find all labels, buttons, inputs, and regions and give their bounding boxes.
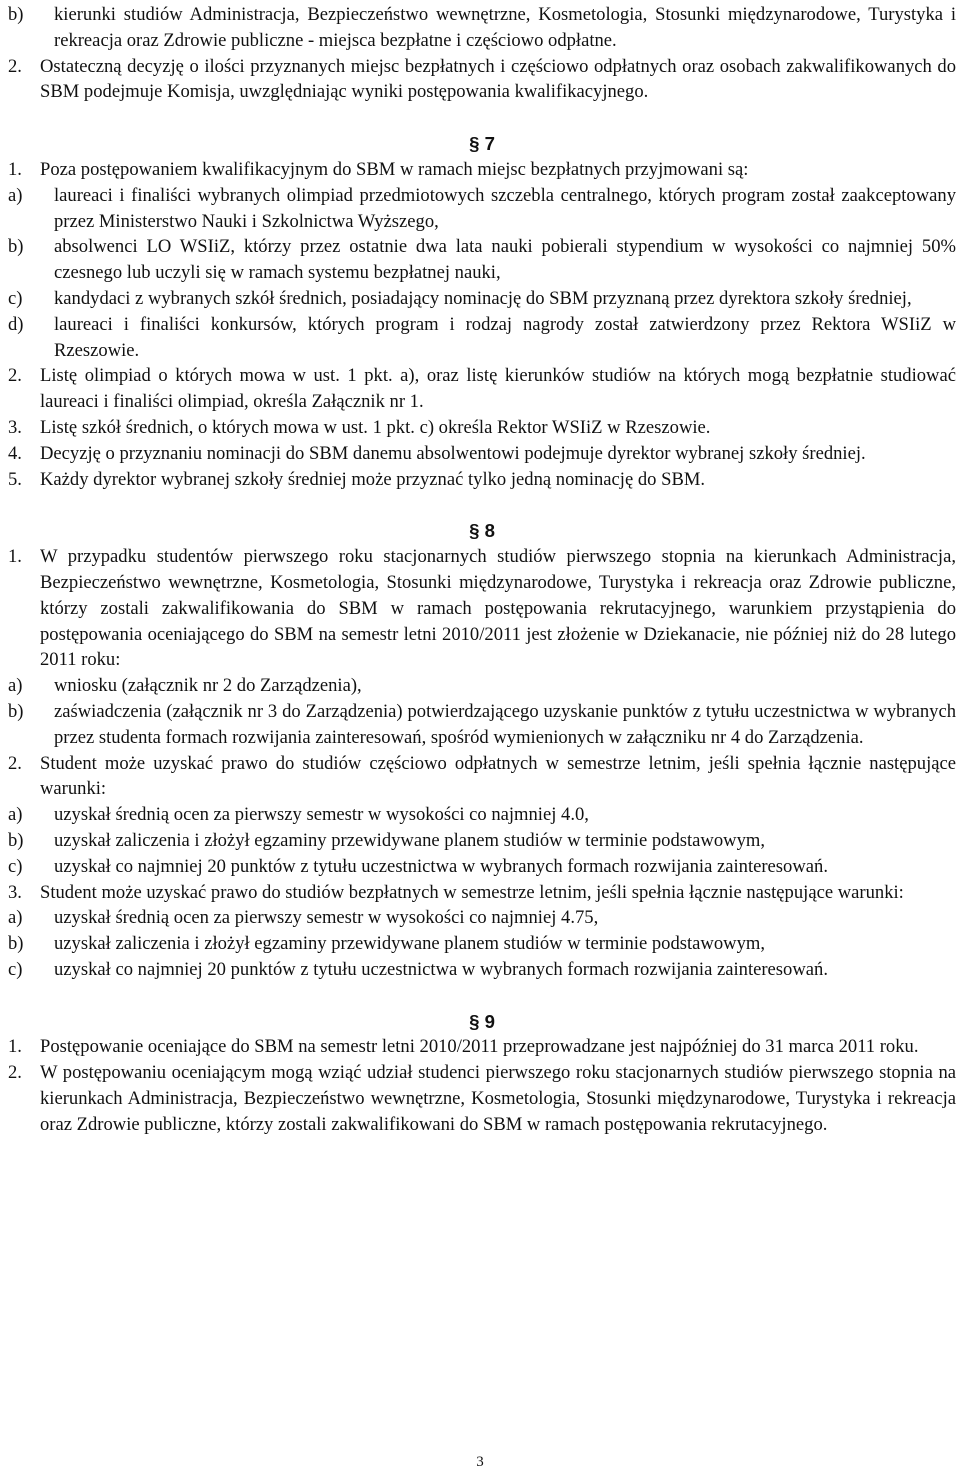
item-letter: d) [8,313,24,335]
item-letter: c) [8,958,23,980]
list-item [8,828,956,854]
item-text: Listę szkół średnich, o których mowa w ust. 1 pkt. c) określa Rektor WSIiZ w Rzeszowie. [40,416,711,438]
paragraph [8,467,956,493]
paragraph [8,751,956,803]
item-text: Każdy dyrektor wybranej szkoły średniej może przyznać tylko jedną nominację do SBM. [40,468,706,490]
list-item [8,905,956,931]
item-number: 1. [8,546,22,568]
item-text: laureaci i finaliści konkursów, których program i rodzaj nagrody został zatwierdzony przez Rektora WSIiZ w Rzeszowie. [54,313,956,361]
item-text: kandydaci z wybranych szkół średnich, posiadający nominację do SBM przyznaną przez dyrektora szkoły średniej, [54,287,912,309]
item-letter: c) [8,855,23,877]
paragraph [8,441,956,467]
item-text: Listę olimpiad o których mowa w ust. 1 pkt. a), oraz listę kierunków studiów na których mogą bezpłatnie studiować laureaci i finaliści olimpiad, określa Załącznik nr 1. [40,365,956,413]
item-text: Decyzję o przyznaniu nominacji do SBM danemu absolwentowi podejmuje dyrektor wybranej szkoły średniej. [40,442,866,464]
list-item [8,854,956,880]
list-item [8,2,956,54]
item-text: Postępowanie oceniające do SBM na semestr letni 2010/2011 przeprowadzane jest najpóźniej do 31 marca 2011 roku. [40,1036,919,1058]
list-item [8,673,956,699]
paragraph [8,363,956,415]
paragraph [8,880,956,906]
list-item [8,699,956,751]
item-letter: a) [8,804,23,826]
item-number: 5. [8,468,22,490]
item-text: Poza postępowaniem kwalifikacyjnym do SBM w ramach miejsc bezpłatnych przyjmowani są: [40,158,749,180]
list-item [8,234,956,286]
item-letter: b) [8,829,24,851]
section-heading: § 8 [469,520,495,542]
document-page [8,2,956,1138]
item-number: 3. [8,881,22,903]
item-text: Student może uzyskać prawo do studiów częściowo odpłatnych w semestrze letnim, jeśli spełnia łącznie następujące warunki: [40,752,956,800]
item-text: W postępowaniu oceniającym mogą wziąć udział studenci pierwszego roku stacjonarnych studiów pierwszego stopnia na kierunkach Administracja, Bezpieczeństwo wewnętrzne, Kosmetologia, Stosunki międzynarodowe, Turystyka i rekreacja oraz Zdrowie publiczne, którzy zostali zakwalifikowani do SBM w ramach postępowania rekrutacyjnego. [40,1062,956,1135]
item-text: uzyskał średnią ocen za pierwszy semestr w wysokości co najmniej 4.0, [54,804,589,826]
paragraph [8,1034,956,1060]
list-item [8,183,956,235]
item-text: Student może uzyskać prawo do studiów bezpłatnych w semestrze letnim, jeśli spełnia łącznie następujące warunki: [40,881,904,903]
item-letter: b) [8,4,24,25]
item-letter: b) [8,700,24,722]
item-letter: a) [8,184,23,206]
paragraph [8,54,956,106]
item-text: absolwenci LO WSIiZ, którzy przez ostatnie dwa lata nauki pobierali stypendium w wysokości co najmniej 50% czesnego lub uczyli się w ramach systemu bezpłatnej nauki, [54,236,956,284]
page-number: 3 [476,1454,484,1470]
list-item [8,286,956,312]
list-item [8,312,956,364]
item-number: 2. [8,55,22,77]
item-number: 2. [8,365,22,387]
item-letter: a) [8,907,23,929]
item-text: laureaci i finaliści wybranych olimpiad przedmiotowych szczebla centralnego, których program został zaakceptowany przez Ministerstwo Nauki i Szkolnictwa Wyższego, [54,184,956,232]
paragraph [8,157,956,183]
item-number: 2. [8,1062,22,1084]
item-number: 1. [8,158,22,180]
item-text: zaświadczenia (załącznik nr 3 do Zarządzenia) potwierdzającego uzyskanie punktów z tytułu uczestnictwa w wybranych przez studenta formach rozwijania zainteresowań, spośród wymienionych w załączniku nr 4 do Zarządzenia. [54,700,956,748]
item-text: uzyskał zaliczenia i złożył egzaminy przewidywane planem studiów w terminie podstawowym, [54,829,765,851]
list-item [8,957,956,983]
item-text: wniosku (załącznik nr 2 do Zarządzenia), [54,675,362,697]
item-number: 2. [8,752,22,774]
section-heading: § 7 [469,133,495,155]
item-text: uzyskał co najmniej 20 punktów z tytułu uczestnictwa w wybranych formach rozwijania zainteresowań. [54,855,828,877]
item-letter: c) [8,287,23,309]
paragraph [8,415,956,441]
list-item [8,931,956,957]
paragraph [8,544,956,673]
item-text: uzyskał zaliczenia i złożył egzaminy przewidywane planem studiów w terminie podstawowym, [54,933,765,955]
item-letter: b) [8,933,24,955]
item-letter: b) [8,236,24,258]
item-letter: a) [8,675,23,697]
item-number: 3. [8,416,22,438]
item-text: W przypadku studentów pierwszego roku stacjonarnych studiów pierwszego stopnia na kierunkach Administracja, Bezpieczeństwo wewnętrzne, Kosmetologia, Stosunki międzynarodowe, Turystyka i rekreacja oraz Zdrowie publiczne, którzy zostali zakwalifikowania do SBM w ramach postępowania rekrutacyjnego, warunkiem przystąpienia do postępowania oceniającego do SBM na semestr letni 2010/2011 jest złożenie w Dziekanacie, nie później niż do 28 lutego 2011 roku: [40,546,956,671]
paragraph [8,1060,956,1137]
item-number: 1. [8,1036,22,1058]
list-item [8,802,956,828]
item-text: uzyskał co najmniej 20 punktów z tytułu uczestnictwa w wybranych formach rozwijania zainteresowań. [54,958,828,980]
section-heading: § 9 [469,1010,495,1032]
item-text: Ostateczną decyzję o ilości przyznanych miejsc bezpłatnych i częściowo odpłatnych oraz osobach zakwalifikowanych do SBM podejmuje Komisja, uwzględniając wyniki postępowania kwalifikacyjnego. [40,55,956,103]
item-text: kierunki studiów Administracja, Bezpieczeństwo wewnętrzne, Kosmetologia, Stosunki międzynarodowe, Turystyka i rekreacja oraz Zdrowie publiczne - miejsca bezpłatne i częściowo odpłatne. [54,4,956,51]
item-number: 4. [8,442,22,464]
item-text: uzyskał średnią ocen za pierwszy semestr w wysokości co najmniej 4.75, [54,907,599,929]
